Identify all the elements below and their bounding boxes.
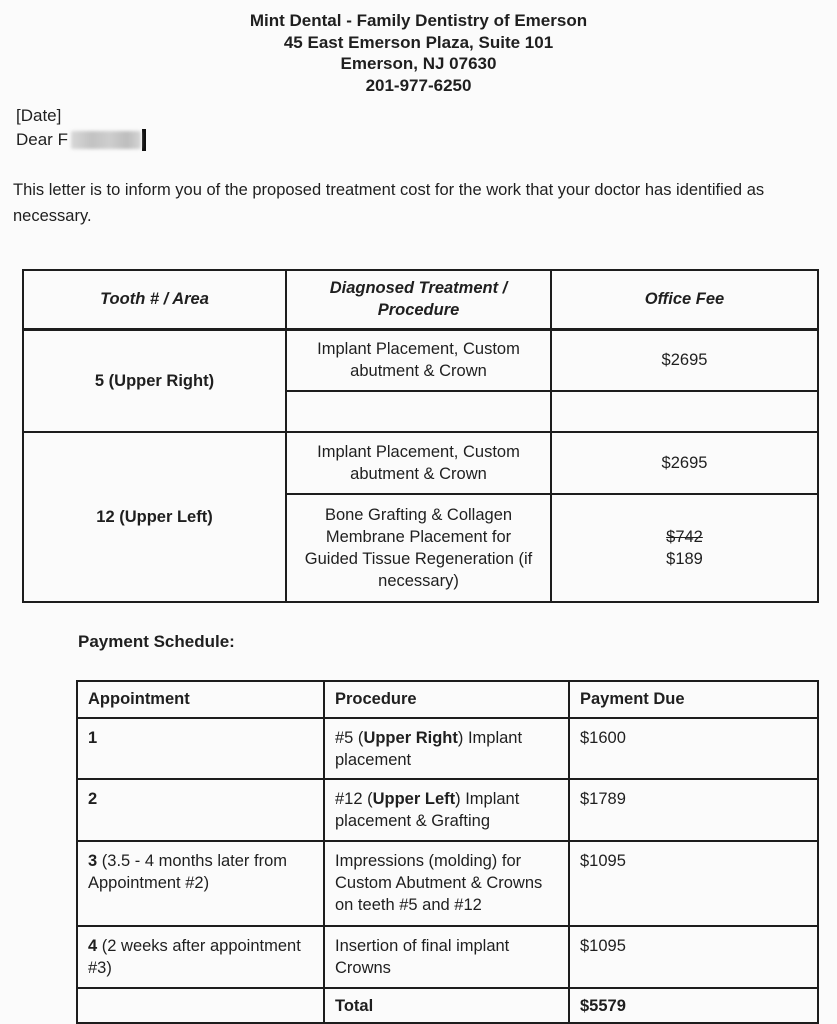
header-tooth-area: Tooth # / Area <box>23 270 286 329</box>
payment-due-cell: $1600 <box>569 718 818 779</box>
struck-fee: $742 <box>666 528 703 546</box>
procedure-text: #5 ( <box>335 729 364 747</box>
payment-schedule-title: Payment Schedule: <box>78 632 235 651</box>
salutation-prefix: Dear F <box>16 130 68 149</box>
payment-due-cell: $1095 <box>569 926 818 988</box>
payment-due-cell: $1095 <box>569 841 818 926</box>
address-line-2: Emerson, NJ 07630 <box>340 54 497 73</box>
procedure-text: ) Implant placement & Grafting <box>335 790 520 830</box>
procedure-text-bold: Upper Right <box>363 729 458 747</box>
phone-number: 201-977-6250 <box>365 75 472 95</box>
procedure-cell: Implant Placement, Custom abutment & Crown <box>286 432 551 494</box>
treatment-cost-table <box>22 269 819 603</box>
total-value-cell: $5579 <box>569 988 818 1023</box>
appointment-cell <box>77 988 324 1023</box>
current-fee: $2695 <box>661 351 708 370</box>
appointment-number: 4 <box>88 937 98 955</box>
letterhead <box>0 0 837 96</box>
appointment-number: 1 <box>88 729 98 747</box>
procedure-text: #12 ( <box>335 790 373 808</box>
table-row <box>77 926 818 988</box>
table-row <box>23 432 818 494</box>
tooth-area-cell: 12 (Upper Left) <box>23 432 286 602</box>
payment-table-header-row <box>77 681 818 718</box>
date-placeholder: [Date] <box>16 106 62 125</box>
procedure-cell <box>324 779 569 841</box>
appointment-note: (3.5 - 4 months later from Appointment #2) <box>88 852 288 892</box>
appointment-number: 3 <box>88 852 98 870</box>
procedure-text: ) Implant placement <box>335 729 523 769</box>
header-appointment: Appointment <box>77 681 324 718</box>
office-fee-cell <box>551 391 818 432</box>
table-row <box>77 718 818 779</box>
procedure-text: Insertion of final implant Crowns <box>335 937 510 977</box>
office-fee-cell <box>551 432 818 494</box>
procedure-cell <box>324 718 569 779</box>
total-row <box>77 988 818 1023</box>
table-row <box>77 841 818 926</box>
letter-body: This letter is to inform you of the proposed treatment cost for the work that your doctor has identified as necessary. <box>13 181 765 225</box>
procedure-cell <box>286 391 551 432</box>
appointment-cell <box>77 926 324 988</box>
appointment-number: 2 <box>88 790 98 808</box>
current-fee: $2695 <box>661 454 708 472</box>
appointment-cell <box>77 779 324 841</box>
practice-name: Mint Dental - Family Dentistry of Emerson <box>249 11 588 30</box>
header-office-fee: Office Fee <box>551 270 818 329</box>
text-cursor <box>142 129 146 151</box>
payment-schedule-table <box>76 680 819 1024</box>
table-row <box>77 779 818 841</box>
salutation-line <box>16 129 837 151</box>
current-fee: $189 <box>666 550 703 568</box>
procedure-text: Impressions (molding) for Custom Abutment & Crowns on teeth #5 and #12 <box>335 852 543 914</box>
payment-due-cell: $1789 <box>569 779 818 841</box>
tooth-area-cell: 5 (Upper Right) <box>23 329 286 432</box>
procedure-cell: Implant Placement, Custom abutment & Crown <box>286 329 551 391</box>
address-line-1: 45 East Emerson Plaza, Suite 101 <box>283 32 554 52</box>
procedure-cell: Bone Grafting & Collagen Membrane Placement for Guided Tissue Regeneration (if necessary) <box>286 494 551 602</box>
treatment-table-header-row <box>23 270 818 329</box>
procedure-cell <box>324 926 569 988</box>
total-label-cell: Total <box>324 988 569 1023</box>
header-procedure: Procedure <box>324 681 569 718</box>
appointment-cell <box>77 718 324 779</box>
office-fee-cell <box>551 494 818 602</box>
appointment-note: (2 weeks after appointment #3) <box>88 937 301 977</box>
table-row <box>23 329 818 391</box>
office-fee-cell <box>551 329 818 391</box>
procedure-text-bold: Upper Left <box>372 790 456 808</box>
appointment-cell <box>77 841 324 926</box>
header-diagnosed-treatment: Diagnosed Treatment / Procedure <box>286 270 551 329</box>
header-payment-due: Payment Due <box>569 681 818 718</box>
redacted-patient-name <box>71 131 141 149</box>
procedure-cell <box>324 841 569 926</box>
